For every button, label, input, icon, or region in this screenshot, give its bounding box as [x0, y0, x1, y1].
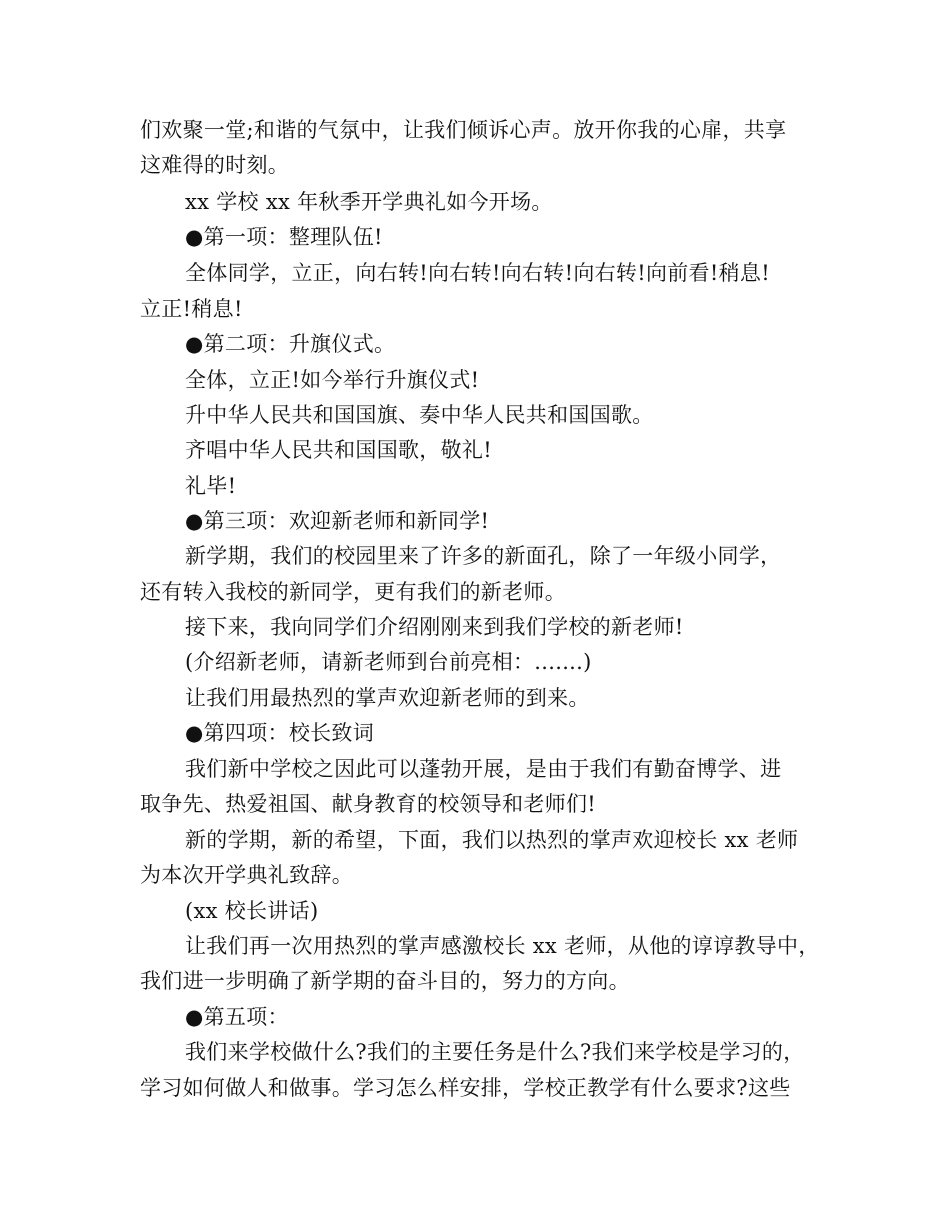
- section-heading: ●第三项：欢迎新老师和新同学!: [185, 509, 490, 533]
- text-line: 我们进一步明确了新学期的奋斗目的，努力的方向。: [140, 969, 630, 993]
- text-line: (介绍新老师，请新老师到台前亮相：.......): [185, 650, 592, 674]
- text-line: 礼毕!: [185, 474, 237, 498]
- text-line: 让我们用最热烈的掌声欢迎新老师的到来。: [185, 686, 590, 710]
- text-line: 还有转入我校的新同学，更有我们的新老师。: [140, 580, 566, 604]
- text-line: 全体同学，立正，向右转!向右转!向右转!向右转!向前看!稍息!: [185, 261, 770, 285]
- text-line: 让我们再一次用热烈的掌声感激校长 xx 老师，从他的谆谆教导中，: [185, 934, 820, 958]
- text-line: 们欢聚一堂;和谐的气氛中，让我们倾诉心声。放开你我的心扉，共享: [140, 118, 787, 142]
- text-line: (xx 校长讲话): [185, 899, 319, 923]
- section-heading: ●第四项：校长致词: [185, 721, 375, 745]
- text-line: 全体，立正!如今举行升旗仪式!: [185, 368, 480, 392]
- text-line: 我们来学校做什么?我们的主要任务是什么?我们来学校是学习的，: [185, 1040, 805, 1064]
- text-line: 新学期，我们的校园里来了许多的新面孔，除了一年级小同学，: [185, 544, 782, 568]
- text-line: 立正!稍息!: [140, 297, 243, 321]
- text-line: xx 学校 xx 年秋季开学典礼如今开场。: [185, 190, 553, 214]
- text-line: 齐唱中华人民共和国国歌，敬礼!: [185, 438, 492, 462]
- section-heading: ●第二项：升旗仪式。: [185, 332, 396, 356]
- text-line: 接下来，我向同学们介绍刚刚来到我们学校的新老师!: [185, 615, 684, 639]
- text-line: 新的学期，新的希望，下面，我们以热烈的掌声欢迎校长 xx 老师: [185, 828, 799, 852]
- section-heading: ●第五项：: [185, 1005, 289, 1029]
- text-line: 这难得的时刻。: [140, 153, 290, 177]
- text-line: 取争先、热爱祖国、献身教育的校领导和老师们!: [140, 792, 597, 816]
- text-line: 我们新中学校之因此可以蓬勃开展，是由于我们有勤奋博学、进: [185, 757, 782, 781]
- section-heading: ●第一项：整理队伍!: [185, 225, 383, 249]
- text-line: 升中华人民共和国国旗、奏中华人民共和国国歌。: [185, 403, 654, 427]
- text-line: 为本次开学典礼致辞。: [140, 863, 353, 887]
- text-line: 学习如何做人和做事。学习怎么样安排，学校正教学有什么要求?这些: [140, 1076, 791, 1100]
